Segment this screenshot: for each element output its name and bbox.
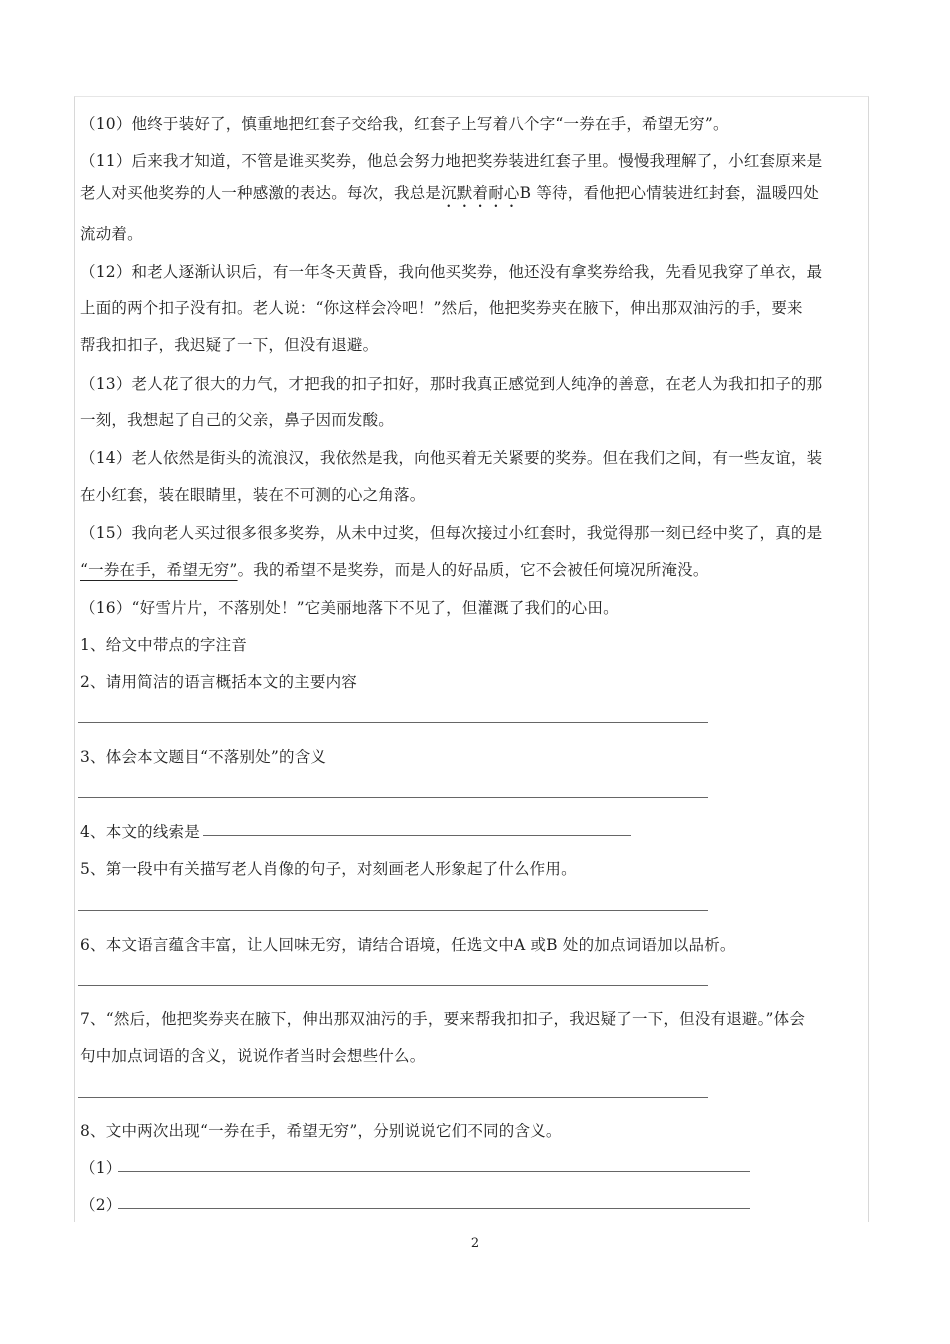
paragraph-11-line-1: （11）后来我才知道，不管是谁买奖券，他总会努力地把奖券装进红套子里。慢慢我理解了，小红套原来是	[80, 152, 823, 170]
question-3: 3、体会本文题目“不落别处”的含义	[80, 748, 327, 766]
answer-line-6[interactable]	[78, 985, 708, 986]
answer-line-7[interactable]	[78, 1097, 708, 1098]
dotted-phrase-b: 沉默着耐心	[441, 184, 520, 202]
paragraph-13-line-1: （13）老人花了很大的力气，才把我的扣子扣好，那时我真正感觉到人纯净的善意，在老人为我扣扣子的那	[80, 375, 823, 393]
paragraph-13-line-2: 一刻，我想起了自己的父亲，鼻子因而发酸。	[80, 411, 395, 429]
paragraph-14-line-1: （14）老人依然是街头的流浪汉，我依然是我，向他买着无关紧要的奖券。但在我们之间，有一些友谊，装	[80, 449, 823, 467]
answer-line-4[interactable]	[203, 835, 631, 836]
paragraph-16: （16）“好雪片片，不落别处！”它美丽地落下不见了，但灌溉了我们的心田。	[80, 599, 619, 617]
paragraph-15-line-2	[80, 558, 709, 580]
answer-line-2[interactable]	[78, 722, 708, 723]
question-7-line-1: 7、“然后，他把奖券夹在腋下，伸出那双油污的手，要来帮我扣扣子，我迟疑了一下，但没有退避。”体会	[80, 1010, 806, 1028]
underlined-phrase: “一券在手，希望无穷”	[80, 561, 238, 579]
question-8: 8、文中两次出现“一券在手，希望无穷”，分别说说它们不同的含义。	[80, 1122, 562, 1140]
paragraph-11-text-after: B 等待，看他把心情装进红封套，温暖四处	[519, 184, 819, 202]
paragraph-12-line-2: 上面的两个扣子没有扣。老人说：“你这样会冷吧！”然后，他把奖券夹在腋下，伸出那双油污的手，要来	[80, 299, 803, 317]
answer-line-8-2[interactable]	[118, 1208, 750, 1209]
paragraph-11-line-3: 流动着。	[80, 225, 143, 243]
question-8-part-2-label: （2）	[80, 1196, 122, 1214]
answer-line-5[interactable]	[78, 910, 708, 911]
question-1: 1、给文中带点的字注音	[80, 636, 248, 654]
paragraph-15-text: 。我的希望不是奖券，而是人的好品质，它不会被任何境况所淹没。	[237, 561, 709, 579]
answer-line-8-1[interactable]	[118, 1171, 750, 1172]
paragraph-14-line-2: 在小红套，装在眼睛里，装在不可测的心之角落。	[80, 486, 426, 504]
paragraph-10: （10）他终于装好了，慎重地把红套子交给我，红套子上写着八个字“一券在手，希望无穷”。	[80, 115, 729, 133]
paragraph-11-line-2	[80, 181, 819, 211]
question-7-line-2: 句中加点词语的含义，说说作者当时会想些什么。	[80, 1047, 426, 1065]
question-2: 2、请用简洁的语言概括本文的主要内容	[80, 673, 357, 691]
paragraph-15-line-1: （15）我向老人买过很多很多奖券，从未中过奖，但每次接过小红套时，我觉得那一刻已经中奖了，真的是	[80, 524, 823, 542]
question-8-part-1-label: （1）	[80, 1159, 122, 1177]
paragraph-11-text: 老人对买他奖券的人一种感激的表达。每次，我总是	[80, 184, 442, 202]
paragraph-12-line-3: 帮我扣扣子，我迟疑了一下，但没有退避。	[80, 336, 379, 354]
paragraph-12-line-1: （12）和老人逐渐认识后，有一年冬天黄昏，我向他买奖券，他还没有拿奖券给我，先看见我穿了单衣，最	[80, 263, 823, 281]
question-5: 5、第一段中有关描写老人肖像的句子，对刻画老人形象起了什么作用。	[80, 860, 577, 878]
question-4: 4、本文的线索是	[80, 823, 200, 841]
page-number: 2	[470, 1236, 480, 1251]
question-6: 6、本文语言蕴含丰富，让人回味无穷，请结合语境，任选文中A 或B 处的加点词语加以品析。	[80, 936, 736, 954]
answer-line-3[interactable]	[78, 797, 708, 798]
